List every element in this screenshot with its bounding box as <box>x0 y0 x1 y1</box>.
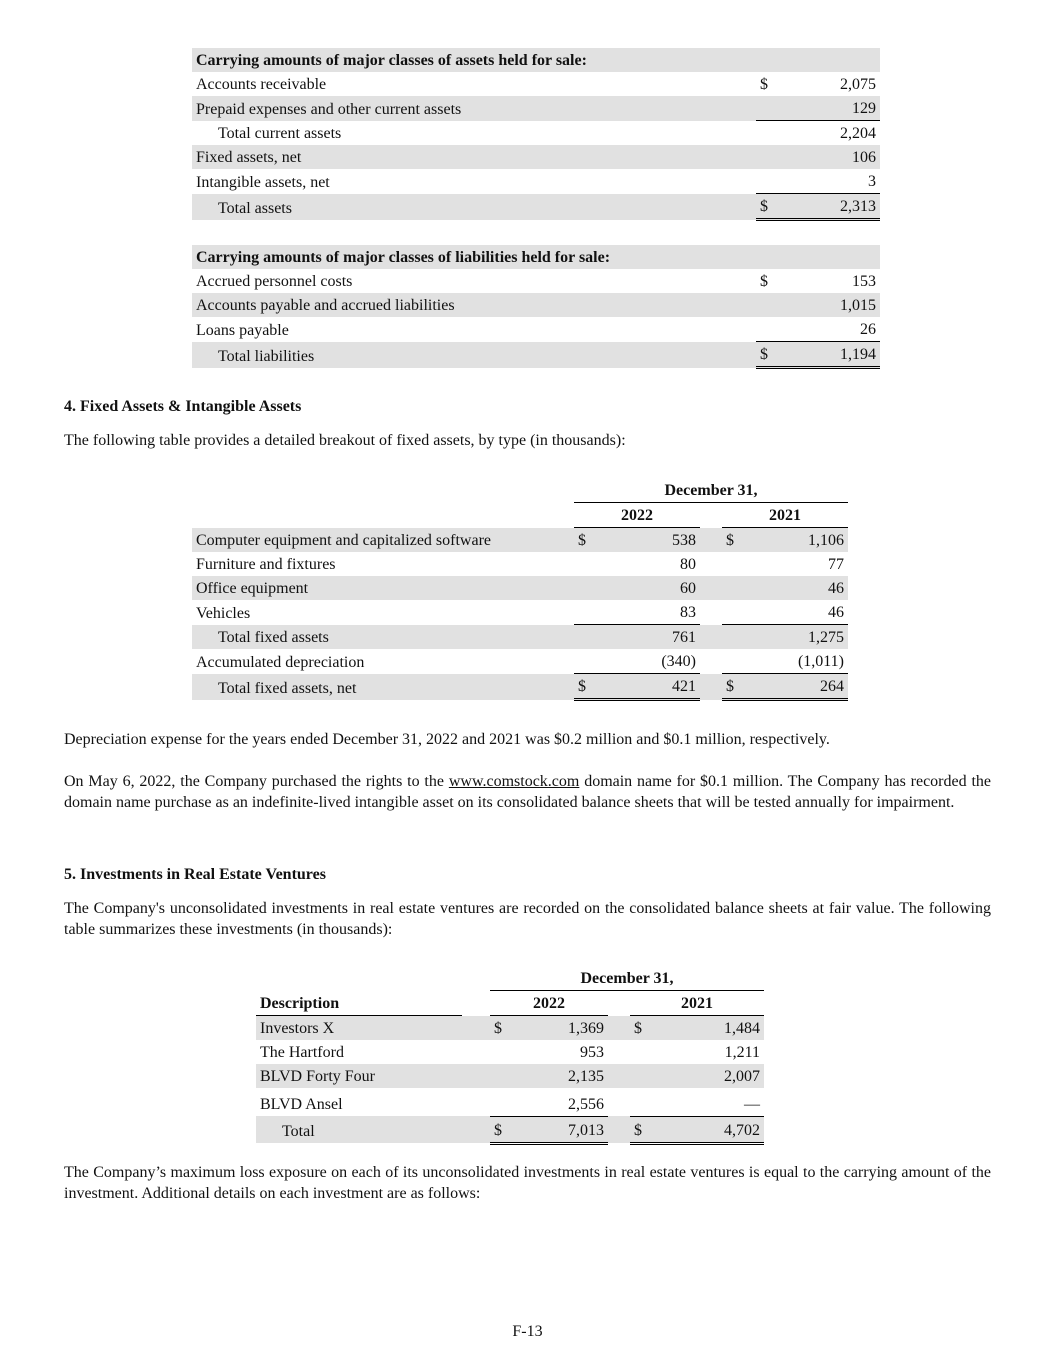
value-2022: 7,013 <box>514 1116 608 1143</box>
table-row <box>192 674 848 700</box>
row-label: Furniture and fixtures <box>196 556 336 573</box>
section-5-intro: The Company's unconsolidated investments in real estate ventures are recorded on the consolidated balance sheets at fair value. The following table summarizes these investments (in thousands): <box>64 900 991 938</box>
value-2022: 1,369 <box>514 1016 608 1041</box>
value-2022: 80 <box>680 556 696 573</box>
row-value: 1,194 <box>782 342 880 368</box>
spacer-row <box>192 220 880 246</box>
dollar-sign <box>630 1064 654 1088</box>
dollar-sign <box>756 121 782 146</box>
dollar-sign <box>630 1040 654 1064</box>
dollar-sign: $ <box>490 1016 514 1041</box>
table-row <box>192 342 880 368</box>
domain-paragraph <box>64 771 991 813</box>
row-value: 2,204 <box>840 125 876 142</box>
dollar-sign <box>574 552 598 576</box>
dollar-sign <box>630 1088 654 1116</box>
value-2021: 77 <box>828 556 844 573</box>
row-value: 26 <box>782 317 880 342</box>
row-label: Loans payable <box>196 321 289 339</box>
table-row <box>256 1064 764 1088</box>
row-value: 3 <box>782 169 880 194</box>
row-label: Fixed assets, net <box>192 145 756 169</box>
value-2022: 421 <box>598 674 700 700</box>
table-row <box>256 1116 764 1143</box>
table-row <box>192 96 880 121</box>
period-header-row <box>192 478 848 503</box>
dollar-sign: $ <box>722 528 746 553</box>
value-2021: 1,106 <box>746 528 848 553</box>
description-header: Description <box>256 991 462 1016</box>
investments-table <box>256 966 764 1145</box>
dollar-sign <box>490 1040 514 1064</box>
row-label: Total current assets <box>218 125 342 142</box>
row-label: Accumulated depreciation <box>196 653 365 671</box>
liabilities-header: Carrying amounts of major classes of liabilities held for sale: <box>192 245 880 269</box>
row-value: 129 <box>782 96 880 121</box>
depreciation-paragraph: Depreciation expense for the years ended December 31, 2022 and 2021 was $0.2 million and $0.1 million, respectively. <box>64 731 830 748</box>
value-2021: (1,011) <box>746 649 848 674</box>
row-value: 106 <box>782 145 880 169</box>
dollar-sign <box>756 317 782 342</box>
table-row <box>256 1088 764 1116</box>
dollar-sign: $ <box>760 76 768 93</box>
table-row <box>192 600 848 625</box>
row-label: Total fixed assets <box>192 625 574 650</box>
dollar-sign <box>490 1088 514 1116</box>
dollar-sign: $ <box>756 342 782 368</box>
table-row <box>192 269 880 293</box>
year-2021-header: 2021 <box>722 503 848 528</box>
row-label: Accounts receivable <box>196 76 327 93</box>
page-number: F-13 <box>512 1323 543 1340</box>
section-4-title: 4. Fixed Assets & Intangible Assets <box>64 398 302 415</box>
value-2021: 2,007 <box>654 1064 764 1088</box>
year-2021-header: 2021 <box>630 991 764 1016</box>
row-label: Office equipment <box>192 576 574 600</box>
value-2021: 264 <box>746 674 848 700</box>
table-row <box>192 72 880 96</box>
row-label: Accounts payable and accrued liabilities <box>192 293 756 317</box>
dollar-sign: $ <box>574 674 598 700</box>
section-5-title: 5. Investments in Real Estate Ventures <box>64 866 326 883</box>
row-label: Investors X <box>256 1016 462 1041</box>
table-row <box>192 293 880 317</box>
value-2022: 538 <box>598 528 700 553</box>
period-header: December 31, <box>490 966 764 991</box>
held-for-sale-table <box>192 48 880 369</box>
dollar-sign <box>756 96 782 121</box>
dollar-sign: $ <box>722 674 746 700</box>
table-row <box>192 625 848 650</box>
row-label: The Hartford <box>260 1044 344 1061</box>
table-row <box>192 145 880 169</box>
row-label: Intangible assets, net <box>196 173 330 191</box>
assets-header: Carrying amounts of major classes of assets held for sale: <box>192 48 880 72</box>
period-header-row <box>256 966 764 991</box>
value-2022: 953 <box>580 1044 604 1061</box>
dollar-sign: $ <box>760 273 768 290</box>
domain-text-post: domain name for $0.1 million. The Company has recorded the domain name purchase as an indefinite-lived intangible asset on its consolidated balance sheets that will be tested annually for impairment. <box>64 773 991 811</box>
section-4-intro: The following table provides a detailed breakout of fixed assets, by type (in thousands): <box>64 432 626 449</box>
dollar-sign <box>722 552 746 576</box>
domain-text-pre: On May 6, 2022, the Company purchased the rights to the <box>64 773 449 790</box>
row-label: Accrued personnel costs <box>196 273 353 290</box>
value-2021: 46 <box>746 600 848 625</box>
value-2022: 2,556 <box>514 1088 608 1116</box>
table-row <box>192 528 848 553</box>
row-label: Prepaid expenses and other current assets <box>192 96 756 121</box>
closing-paragraph: The Company’s maximum loss exposure on each of its unconsolidated investments in real estate ventures is equal to the carrying amount of the investment. Additional details on each investment are as follows: <box>64 1164 991 1202</box>
value-2022: 83 <box>598 600 700 625</box>
value-2022: 2,135 <box>514 1064 608 1088</box>
liabilities-header-row <box>192 245 880 269</box>
row-value: 1,015 <box>782 293 880 317</box>
year-header-row <box>256 991 764 1016</box>
value-2021: 1,275 <box>746 625 848 650</box>
table-row <box>192 576 848 600</box>
dollar-sign <box>722 625 746 650</box>
dollar-sign: $ <box>756 194 782 220</box>
table-row <box>256 1016 764 1041</box>
row-label: Total fixed assets, net <box>192 674 574 700</box>
year-2022-header: 2022 <box>490 991 608 1016</box>
value-2022: 60 <box>598 576 700 600</box>
table-row <box>256 1040 764 1064</box>
value-2021: 1,211 <box>724 1044 760 1061</box>
period-header: December 31, <box>574 478 848 503</box>
value-2021: 46 <box>746 576 848 600</box>
value-2021: 4,702 <box>654 1116 764 1143</box>
row-label: Vehicles <box>196 604 251 622</box>
row-value: 153 <box>852 273 876 290</box>
table-row <box>192 169 880 194</box>
dollar-sign <box>756 145 782 169</box>
dollar-sign <box>574 649 598 674</box>
dollar-sign <box>756 169 782 194</box>
dollar-sign <box>722 649 746 674</box>
assets-header-row <box>192 48 880 72</box>
dollar-sign <box>574 625 598 650</box>
table-row <box>192 194 880 220</box>
value-2022: 761 <box>598 625 700 650</box>
row-label: BLVD Forty Four <box>256 1064 462 1088</box>
value-2021: 1,484 <box>654 1016 764 1041</box>
table-row <box>192 649 848 674</box>
table-row <box>192 317 880 342</box>
dollar-sign: $ <box>490 1116 514 1143</box>
value-2022: (340) <box>598 649 700 674</box>
row-label: Total assets <box>192 194 756 220</box>
fixed-assets-table <box>192 478 848 701</box>
dollar-sign: $ <box>574 528 598 553</box>
dollar-sign: $ <box>630 1116 654 1143</box>
table-row <box>192 121 880 146</box>
dollar-sign: $ <box>630 1016 654 1041</box>
dollar-sign <box>574 600 598 625</box>
row-label: BLVD Ansel <box>260 1096 343 1113</box>
dollar-sign <box>574 576 598 600</box>
year-header-row <box>192 503 848 528</box>
row-label: Total liabilities <box>192 342 756 368</box>
year-2022-header: 2022 <box>574 503 700 528</box>
dollar-sign <box>722 600 746 625</box>
dollar-sign <box>722 576 746 600</box>
row-value: 2,313 <box>782 194 880 220</box>
value-2021: — <box>654 1088 764 1116</box>
row-label: Computer equipment and capitalized software <box>192 528 574 553</box>
dollar-sign <box>756 293 782 317</box>
row-label: Total <box>256 1116 462 1143</box>
dollar-sign <box>490 1064 514 1088</box>
comstock-link[interactable]: www.comstock.com <box>448 773 580 790</box>
table-row <box>192 552 848 576</box>
row-value: 2,075 <box>840 76 876 93</box>
